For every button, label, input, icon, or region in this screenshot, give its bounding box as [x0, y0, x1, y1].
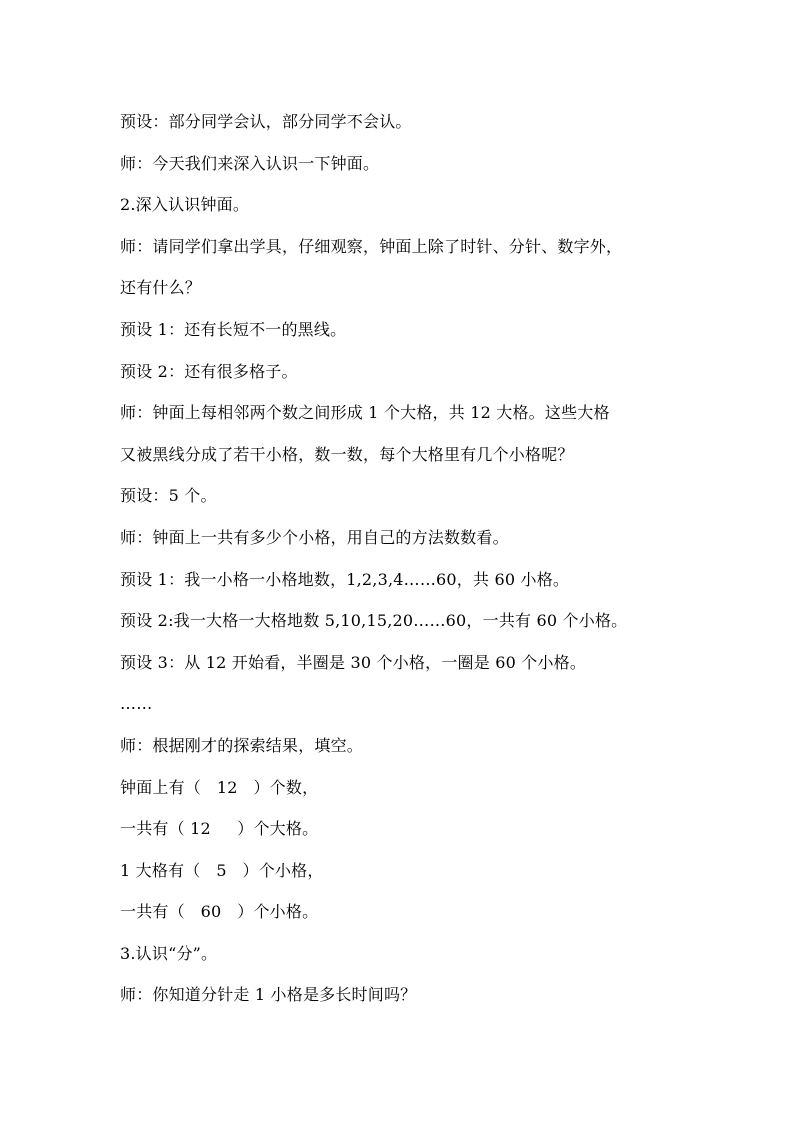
- section-heading: 2.深入认识钟面。: [120, 195, 250, 215]
- text-line: 师：你知道分针走 1 小格是多长时间吗？: [120, 985, 417, 1005]
- fill-blank-line: 一共有（ 12 ）个大格。: [120, 819, 319, 839]
- text-line: 预设：5 个。: [120, 486, 217, 506]
- text-line: 师：钟面上一共有多少个小格，用自己的方法数数看。: [120, 527, 509, 547]
- ellipsis-line: ……: [120, 694, 153, 714]
- text-line: 预设 3：从 12 开始看，半圈是 30 个小格，一圈是 60 个小格。: [120, 652, 587, 672]
- fill-blank-line: 钟面上有（ 12 ）个数，: [120, 777, 319, 797]
- text-line: 又被黑线分成了若干小格，数一数，每个大格里有几个小格呢？: [120, 444, 574, 464]
- document-body: [120, 101, 680, 1016]
- text-line: 预设 1：还有长短不一的黑线。: [120, 319, 347, 339]
- text-line: 还有什么？: [120, 278, 202, 298]
- section-heading: 3.认识“分”。: [120, 943, 218, 963]
- text-line: 预设 2:我一大格一大格地数 5,10,15,20……60，一共有 60 个小格。: [120, 611, 628, 631]
- fill-blank-line: 一共有（ 60 ）个小格。: [120, 902, 319, 922]
- text-line: 师：今天我们来深入认识一下钟面。: [120, 153, 380, 173]
- text-line: 师：请同学们拿出学具，仔细观察，钟面上除了时针、分针、数字外，: [120, 236, 623, 256]
- fill-blank-line: 1 大格有（ 5 ）个小格，: [120, 860, 324, 880]
- text-line: 预设 2：还有很多格子。: [120, 361, 298, 381]
- text-line: 预设 1：我一小格一小格地数，1,2,3,4……60，共 60 小格。: [120, 569, 570, 589]
- text-line: 师：根据刚才的探索结果，填空。: [120, 735, 364, 755]
- text-line: 预设：部分同学会认，部分同学不会认。: [120, 112, 412, 131]
- text-line: 师：钟面上每相邻两个数之间形成 1 个大格，共 12 大格。这些大格: [120, 403, 610, 423]
